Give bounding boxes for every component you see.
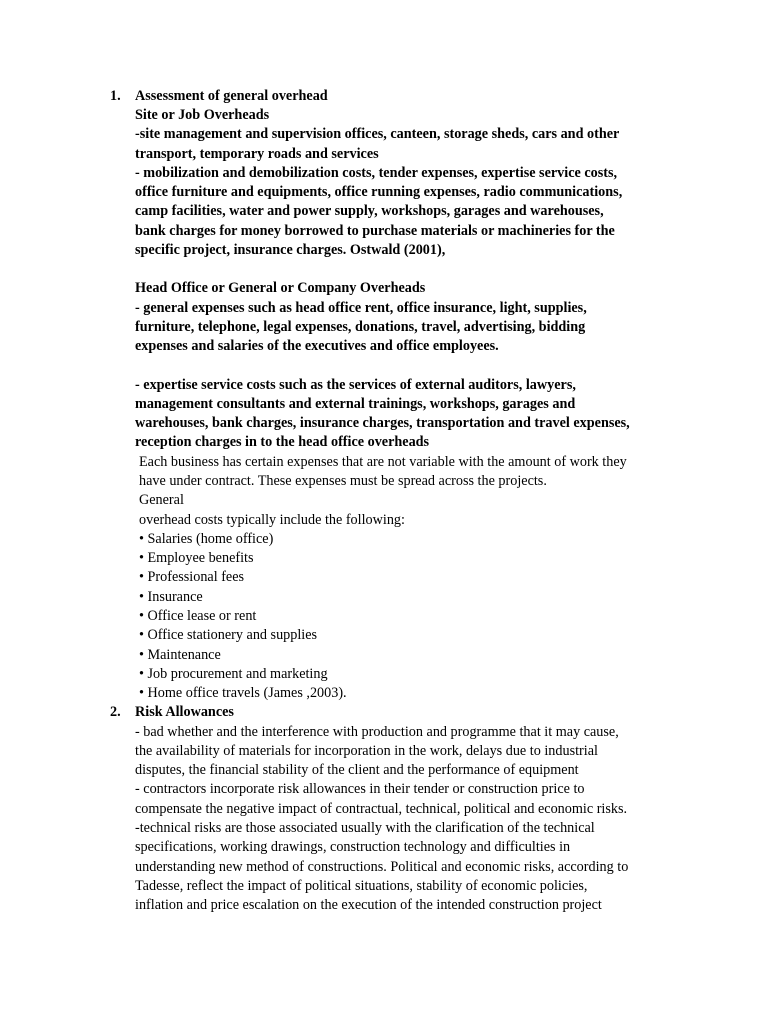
bullet-item: • Office stationery and supplies — [139, 627, 318, 643]
expertise-line: warehouses, bank charges, insurance charges, transportation and travel expenses, — [135, 415, 630, 431]
risk-line: compensate the negative impact of contractual, technical, political and economic risks. — [135, 801, 628, 817]
site-line: - mobilization and demobilization costs, tender expenses, expertise service costs, — [135, 165, 618, 181]
site-line: transport, temporary roads and services — [135, 146, 379, 162]
bullet-item: • Job procurement and marketing — [139, 666, 328, 682]
risk-line: - bad whether and the interference with production and programme that it may cause, — [135, 724, 619, 740]
bullet-item: • Insurance — [139, 589, 203, 605]
head-line: furniture, telephone, legal expenses, donations, travel, advertising, bidding — [135, 319, 586, 335]
site-line: camp facilities, water and power supply, workshops, garages and warehouses, — [135, 203, 604, 219]
risk-line: - contractors incorporate risk allowances in their tender or construction price to — [135, 781, 585, 797]
bullet-item: • Maintenance — [139, 647, 221, 663]
bullet-item: • Employee benefits — [139, 550, 254, 566]
paragraph-line: overhead costs typically include the following: — [139, 512, 405, 528]
item-number-2: 2. — [110, 704, 121, 720]
bullet-item: • Professional fees — [139, 569, 245, 585]
site-line: office furniture and equipments, office running expenses, radio communications, — [135, 184, 623, 200]
risk-line: the availability of materials for incorporation in the work, delays due to industrial — [135, 743, 598, 759]
site-line: bank charges for money borrowed to purchase materials or machineries for the — [135, 223, 615, 239]
paragraph-line: General — [139, 492, 184, 508]
risk-line: understanding new method of constructions. Political and economic risks, according to — [135, 859, 629, 875]
expertise-line: reception charges in to the head office overheads — [135, 434, 430, 450]
head-line: - general expenses such as head office rent, office insurance, light, supplies, — [135, 300, 587, 316]
site-line: specific project, insurance charges. Ostwald (2001), — [135, 242, 446, 258]
expertise-line: management consultants and external trainings, workshops, garages and — [135, 396, 576, 412]
subheading-head-office-overheads: Head Office or General or Company Overheads — [135, 280, 426, 296]
head-line: expenses and salaries of the executives and office employees. — [135, 338, 499, 354]
bullet-item: • Office lease or rent — [139, 608, 257, 624]
risk-line: inflation and price escalation on the execution of the intended construction project — [135, 897, 602, 913]
expertise-line: - expertise service costs such as the services of external auditors, lawyers, — [135, 377, 576, 393]
section-title-general-overhead: Assessment of general overhead — [135, 88, 328, 104]
section-title-risk-allowances: Risk Allowances — [135, 704, 234, 720]
risk-line: Tadesse, reflect the impact of political situations, stability of economic policies, — [135, 878, 588, 894]
risk-line: disputes, the financial stability of the client and the performance of equipment — [135, 762, 579, 778]
risk-line: specifications, working drawings, construction technology and difficulties in — [135, 839, 571, 855]
bullet-item: • Home office travels (James ,2003). — [139, 685, 347, 701]
site-line: -site management and supervision offices, canteen, storage sheds, cars and other — [135, 126, 620, 142]
subheading-site-overheads: Site or Job Overheads — [135, 107, 270, 123]
paragraph-line: Each business has certain expenses that are not variable with the amount of work they — [139, 454, 627, 470]
bullet-item: • Salaries (home office) — [139, 531, 274, 547]
risk-line: -technical risks are those associated usually with the clarification of the technical — [135, 820, 595, 836]
item-number-1: 1. — [110, 88, 121, 104]
paragraph-line: have under contract. These expenses must be spread across the projects. — [139, 473, 547, 489]
